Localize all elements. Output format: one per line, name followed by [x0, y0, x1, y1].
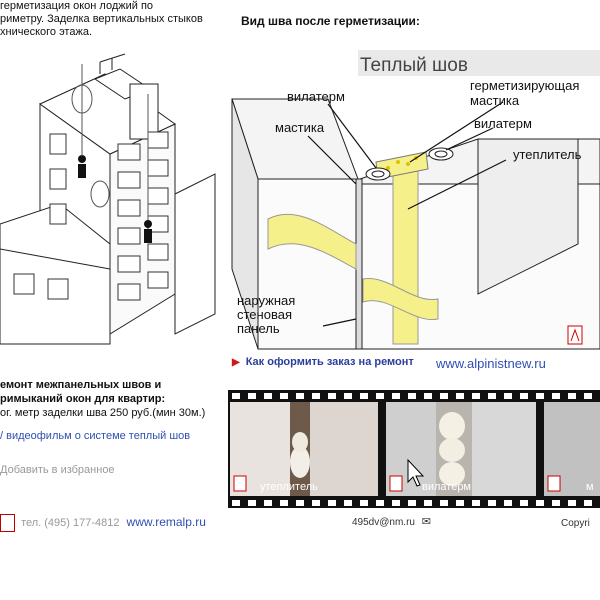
- label-vilaterm-left: вилатерм: [287, 89, 345, 104]
- label-vilaterm-right: вилатерм: [474, 116, 532, 131]
- label-sealing-line1: герметизирующая: [470, 78, 580, 93]
- label-outer-line1: наружная: [237, 293, 296, 308]
- seam-heading: Вид шва после герметизации:: [241, 14, 420, 28]
- frame-caption: утеплитель: [260, 481, 318, 493]
- intro-line: герметизация окон лоджий по: [0, 0, 154, 12]
- footer-email[interactable]: [352, 515, 431, 528]
- repair-pricing: [0, 378, 228, 420]
- logo-icon: [0, 514, 15, 532]
- repair-line: ог. метр заделки шва 250 руб.(мин 30м.): [0, 407, 206, 419]
- photo-frame-insulation[interactable]: [230, 402, 378, 496]
- order-link[interactable]: [232, 356, 414, 368]
- film-perforation-top: [228, 391, 600, 401]
- footer-email-text[interactable]: 495dv@nm.ru: [352, 517, 415, 528]
- photo-frame-3[interactable]: [544, 402, 600, 496]
- repair-line: емонт межпанельных швов и: [0, 379, 162, 391]
- label-sealing-line2: мастика: [470, 93, 520, 108]
- frame-caption: м: [586, 481, 594, 493]
- footer-copyright: Copyri: [561, 518, 590, 529]
- label-outer-line2: стеновая: [237, 307, 292, 322]
- add-favorites-link[interactable]: Добавить в избранное: [0, 464, 115, 476]
- diagram-title: Теплый шов: [360, 55, 468, 76]
- order-link-text[interactable]: Как оформить заказ на ремонт: [245, 356, 414, 368]
- intro-text: [0, 0, 228, 39]
- footer-contacts: [0, 514, 206, 532]
- arrow-right-icon: ▶: [232, 357, 240, 368]
- footer-phone: тел. (495) 177-4812: [21, 516, 120, 529]
- footer-url-link[interactable]: www.remalp.ru: [126, 514, 206, 529]
- label-outer-line3: панель: [237, 321, 280, 336]
- film-perforation-bottom: [228, 498, 600, 508]
- photo-filmstrip: [228, 390, 600, 508]
- intro-line: риметру. Заделка вертикальных стыков: [0, 13, 203, 25]
- building-illustration: [0, 44, 228, 354]
- warm-seam-diagram: [228, 44, 600, 350]
- video-link[interactable]: / видеофильм о системе теплый шов: [0, 430, 191, 442]
- label-insulation: утеплитель: [513, 147, 582, 162]
- envelope-icon[interactable]: ✉: [421, 516, 431, 528]
- frame-caption: вилатерм: [422, 481, 471, 493]
- repair-line: римыканий окон для квартир:: [0, 393, 166, 405]
- intro-line: хнического этажа.: [0, 26, 93, 38]
- photo-frame-vilaterm[interactable]: [386, 402, 536, 496]
- label-mastic-left: мастика: [275, 120, 325, 135]
- site-url-link[interactable]: www.alpinistnew.ru: [436, 356, 546, 371]
